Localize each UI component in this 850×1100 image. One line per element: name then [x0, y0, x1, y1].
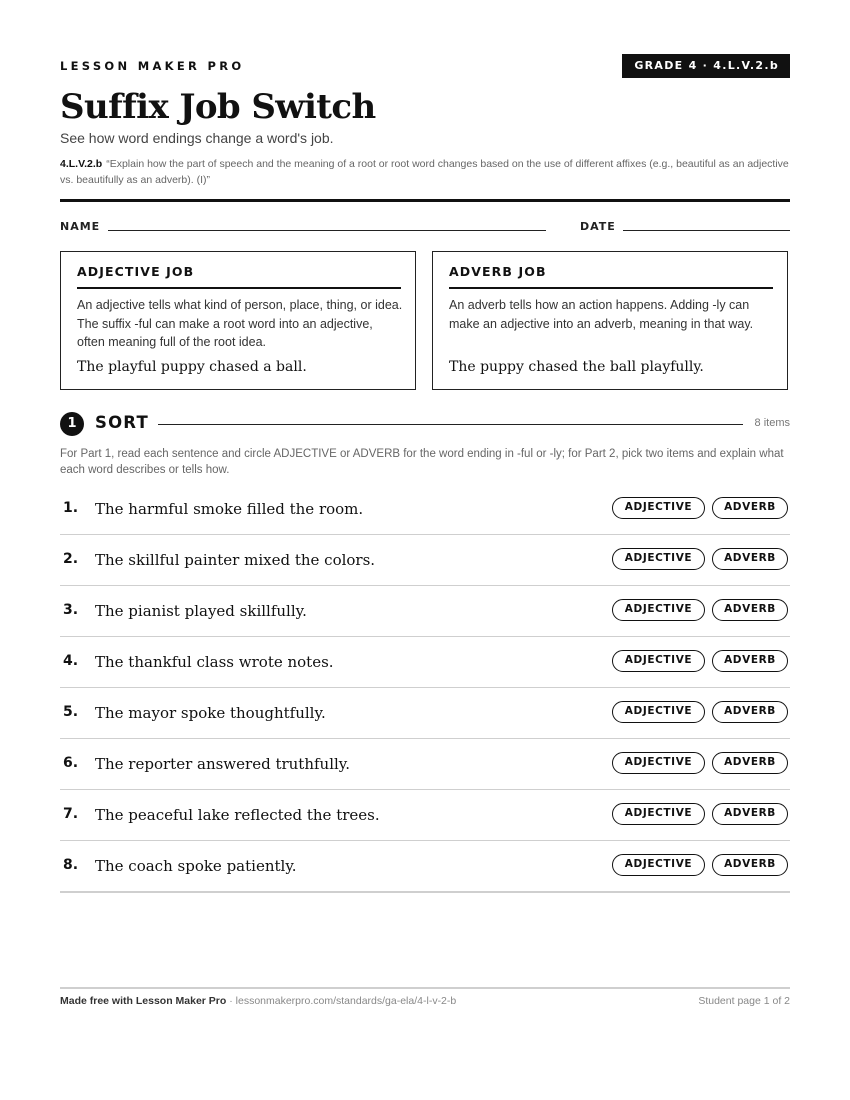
page-footer: [60, 995, 790, 1007]
adjective-choice-button[interactable]: ADJECTIVE: [612, 548, 705, 570]
adverb-choice-button[interactable]: ADVERB: [712, 650, 788, 672]
item-number: 8.: [63, 857, 79, 873]
page-indicator: Student page 1 of 2: [698, 995, 790, 1007]
adjective-choice-button[interactable]: ADJECTIVE: [612, 497, 705, 519]
standard-code: 4.L.V.2.b: [60, 158, 103, 170]
adverb-choice-button[interactable]: ADVERB: [712, 752, 788, 774]
item-number: 4.: [63, 653, 79, 669]
item-sentence: The mayor spoke thoughtfully.: [95, 704, 326, 722]
footer-made-with: Made free with Lesson Maker Pro: [60, 995, 227, 1007]
top-bar: [60, 54, 790, 80]
footer-divider: [60, 987, 790, 989]
section-divider: [158, 424, 743, 425]
list-item: [60, 637, 790, 688]
list-item: [60, 790, 790, 841]
item-sentence: The pianist played skillfully.: [95, 602, 307, 620]
item-list: [60, 484, 790, 893]
name-label: NAME: [60, 220, 101, 233]
adverb-choice-button[interactable]: ADVERB: [712, 701, 788, 723]
list-item: [60, 841, 790, 893]
box-body: An adverb tells how an action happens. Adding -ly can make an adjective into an adverb, meaning in that way.: [449, 298, 754, 331]
name-field[interactable]: [108, 230, 546, 231]
box-example: The playful puppy chased a ball.: [77, 359, 307, 375]
adverb-choice-button[interactable]: ADVERB: [712, 599, 788, 621]
date-field[interactable]: [623, 230, 790, 231]
box-example: The puppy chased the ball playfully.: [449, 359, 704, 375]
section-instructions: For Part 1, read each sentence and circle ADJECTIVE or ADVERB for the word ending in -ful or -ly; for Part 2, pick two items and explain what each word describes or tells how.: [60, 448, 784, 476]
adjective-choice-button[interactable]: ADJECTIVE: [612, 752, 705, 774]
adverb-job-box: [432, 251, 788, 390]
item-sentence: The coach spoke patiently.: [95, 857, 297, 875]
footer-url[interactable]: · lessonmakerpro.com/standards/ga-ela/4-l-v-2-b: [226, 995, 457, 1007]
section-header: [60, 411, 790, 437]
standard-description: [60, 156, 790, 188]
list-item: [60, 484, 790, 535]
section-title: SORT: [95, 413, 149, 432]
adverb-choice-button[interactable]: ADVERB: [712, 497, 788, 519]
adjective-choice-button[interactable]: ADJECTIVE: [612, 803, 705, 825]
item-number: 5.: [63, 704, 79, 720]
adverb-choice-button[interactable]: ADVERB: [712, 854, 788, 876]
page-title: Suffix Job Switch: [60, 87, 376, 127]
grade-badge: GRADE 4 · 4.L.V.2.b: [622, 54, 790, 78]
date-label: DATE: [580, 220, 616, 233]
box-body: An adjective tells what kind of person, place, thing, or idea. The suffix -ful can make a root word into an adjective, often meaning full of the root idea.: [77, 298, 403, 349]
item-count: 8 items: [754, 417, 790, 429]
item-number: 1.: [63, 500, 79, 516]
name-date-bar: [60, 218, 790, 234]
item-number: 6.: [63, 755, 79, 771]
item-sentence: The thankful class wrote notes.: [95, 653, 334, 671]
page-subtitle: See how word endings change a word's job.: [60, 130, 334, 146]
adjective-choice-button[interactable]: ADJECTIVE: [612, 599, 705, 621]
section-number-badge: 1: [60, 412, 84, 436]
adjective-choice-button[interactable]: ADJECTIVE: [612, 854, 705, 876]
item-number: 2.: [63, 551, 79, 567]
list-item: [60, 739, 790, 790]
item-sentence: The peaceful lake reflected the trees.: [95, 806, 380, 824]
adverb-choice-button[interactable]: ADVERB: [712, 548, 788, 570]
item-number: 7.: [63, 806, 79, 822]
box-title: ADVERB JOB: [449, 264, 773, 289]
list-item: [60, 586, 790, 637]
adjective-choice-button[interactable]: ADJECTIVE: [612, 701, 705, 723]
adjective-choice-button[interactable]: ADJECTIVE: [612, 650, 705, 672]
box-title: ADJECTIVE JOB: [77, 264, 401, 289]
adjective-job-box: [60, 251, 416, 390]
item-number: 3.: [63, 602, 79, 618]
item-sentence: The skillful painter mixed the colors.: [95, 551, 376, 569]
item-sentence: The reporter answered truthfully.: [95, 755, 351, 773]
brand-name: LESSON MAKER PRO: [60, 59, 245, 73]
header-divider: [60, 199, 790, 202]
adverb-choice-button[interactable]: ADVERB: [712, 803, 788, 825]
list-item: [60, 688, 790, 739]
list-item: [60, 535, 790, 586]
standard-text: “Explain how the part of speech and the meaning of a root or root word changes based on the use of different affixes (e.g., beautiful as an adjective vs. beautifully as an adverb). (I)”: [60, 158, 789, 186]
item-sentence: The harmful smoke filled the room.: [95, 500, 364, 518]
